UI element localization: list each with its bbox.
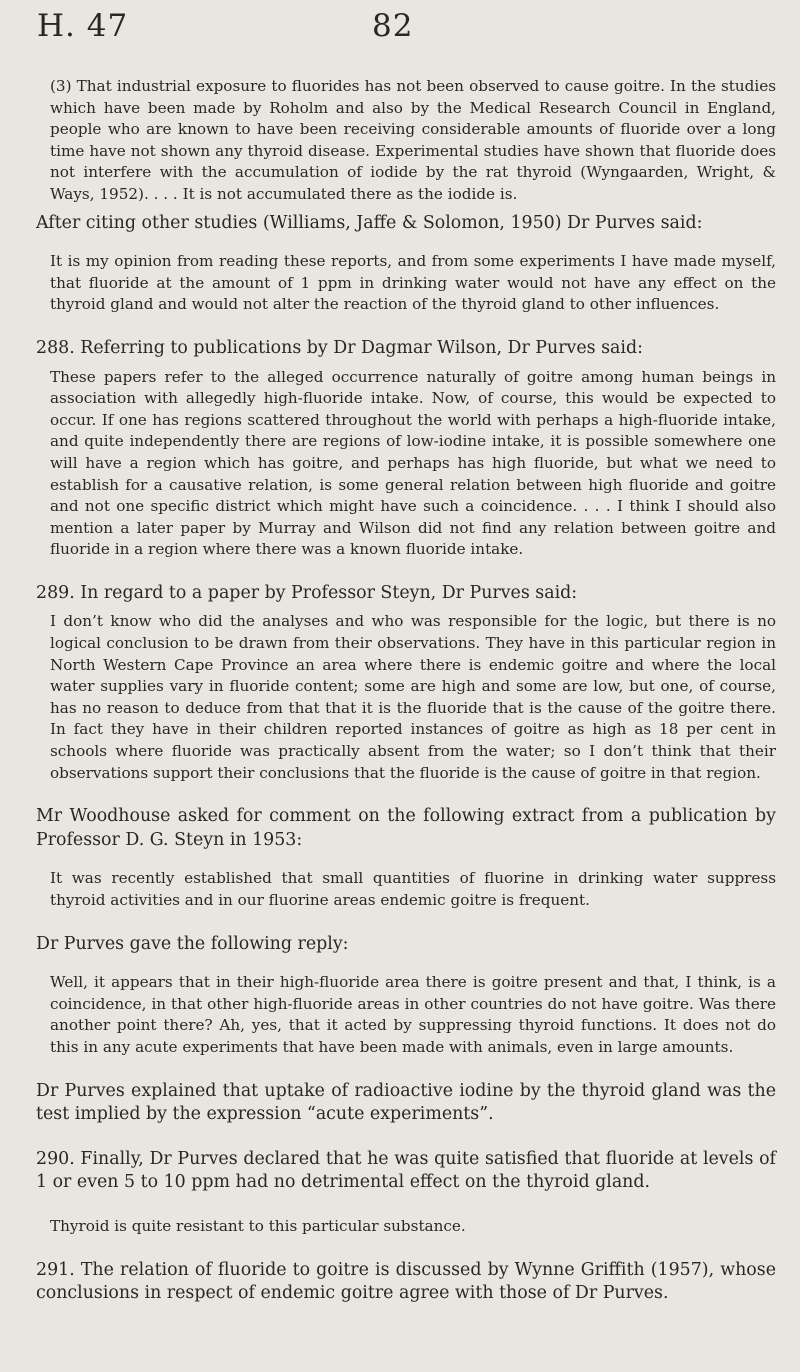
paragraph: Dr Purves gave the following reply: <box>36 933 349 954</box>
paragraph: Dr Purves explained that uptake of radioactive iodine by the thyroid gland was the test implied by the expression “acute experiments”. <box>36 1080 776 1125</box>
quote-paragraph: Well, it appears that in their high-fluoride area there is goitre present and that, I think, is a coincidence, in that other high-fluoride areas in other countries do not have goitre. Was there another point there? Ah, yes, that it acted by suppressing thyroid functions. It does not do this in any acute experiments that have been made with animals, even in large amounts. <box>50 973 776 1056</box>
paragraph-290: 290. Finally, Dr Purves declared that he was quite satisfied that fluoride at levels of 1 or even 5 to 10 ppm had no detrimental effect on the thyroid gland. <box>36 1148 776 1193</box>
body-text <box>36 76 776 1306</box>
quote-paragraph: (3) That industrial exposure to fluorides has not been observed to cause goitre. In the studies which have been made by Roholm and also by the Medical Research Council in England, people who are known to have been receiving considerable amounts of fluoride over a long time have not shown any thyroid disease. Experimental studies have shown that fluoride does not interfere with the accumulation of iodide by the rat thyroid (Wyngaarden, Wright, & Ways, 1952). . . . It is not accumulated there as the iodide is. <box>50 77 776 203</box>
quote-paragraph: I don’t know who did the analyses and who was responsible for the logic, but there is no logical conclusion to be drawn from their observations. They have in this particular region in North Western Cape Province an area where there is endemic goitre and where the local water supplies vary in fluoride content; some are high and some are low, but one, of course, has no reason to deduce from that that it is the fluoride that is the cause of the goitre there. In fact they have in their children reported instances of goitre as high as 18 per cent in schools where fluoride was practically absent from the water; so I don’t think that their observations support their conclusions that the fluoride is the cause of goitre in that region. <box>50 612 776 782</box>
quote-paragraph: Thyroid is quite resistant to this particular substance. <box>50 1216 466 1235</box>
paragraph-291: 291. The relation of fluoride to goitre is discussed by Wynne Griffith (1957), whose conclusions in respect of endemic goitre agree with those of Dr Purves. <box>36 1259 776 1304</box>
paragraph: After citing other studies (Williams, Jaffe & Solomon, 1950) Dr Purves said: <box>36 212 703 233</box>
paragraph-289: 289. In regard to a paper by Professor Steyn, Dr Purves said: <box>36 582 578 603</box>
quote-paragraph: These papers refer to the alleged occurrence naturally of goitre among human beings in association with allegedly high-fluoride intake. Now, of course, this would be expected to occur. If one has regions scattered throughout the world with perhaps a high-fluoride intake, and quite independently there are regions of low-iodine intake, it is possible somewhere one will have a region which has goitre, and perhaps has high fluoride, but what we need to establish for a causative relation, is some general relation between high fluoride and goitre and not one specific district which might have such a coincidence. . . . I think I should also mention a later paper by Murray and Wilson did not find any relation between goitre and fluoride in a region where there was a known fluoride intake. <box>50 367 776 559</box>
quote-paragraph: It was recently established that small quantities of fluorine in drinking water suppress thyroid activities and in our fluorine areas endemic goitre is frequent. <box>50 869 776 909</box>
paragraph: Mr Woodhouse asked for comment on the following extract from a publication by Professor D. G. Steyn in 1953: <box>36 806 776 850</box>
page-number: 82 <box>372 8 414 44</box>
quote-paragraph: It is my opinion from reading these reports, and from some experiments I have made myself, that fluoride at the amount of 1 ppm in drinking water would not have any effect on the thyroid gland and would not alter the reaction of the thyroid gland to other influences. <box>50 252 776 314</box>
running-header: H. 47 <box>37 8 129 44</box>
paragraph-288: 288. Referring to publications by Dr Dagmar Wilson, Dr Purves said: <box>36 337 643 358</box>
